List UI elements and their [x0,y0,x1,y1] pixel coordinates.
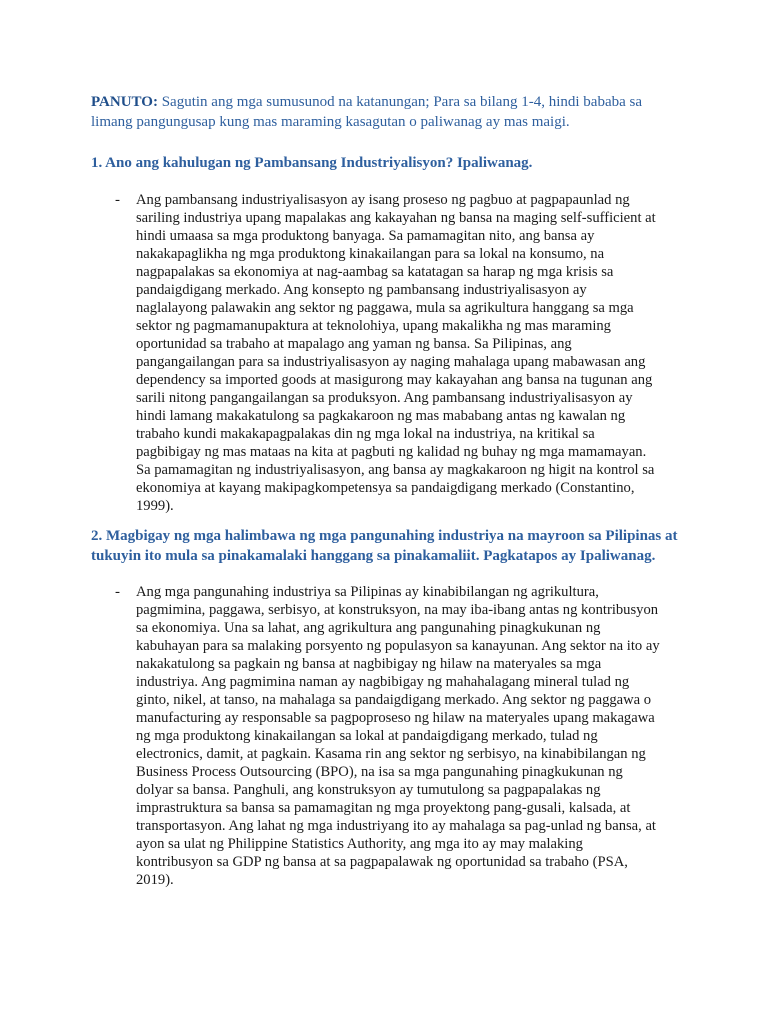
question-2-answer-text: Ang mga pangunahing industriya sa Pilipinas ay kinabibilangan ng agrikultura, pagmimina, paggawa, serbisyo, at konstruksyon, na may iba-ibang antas ng kontribusyon sa ekonomiya. Una sa lahat, ang agrikultura ang pangunahing pinagkukunan ng kabuhayan para sa malaking porsyento ng populasyon sa kanayunan. Ang sektor na ito ay nakakatulong sa pagkain ng bansa at nagbibigay ng hilaw na materyales sa mga industriya. Ang pagmimina naman ay nagbibigay ng mahahalagang mineral tulad ng ginto, nikel, at tanso, na mahalaga sa pandaigdigang merkado. Ang sektor ng paggawa o manufacturing ay responsable sa pagpoproseso ng hilaw na materyales upang makagawa ng mga produktong kinakailangan sa lokal at pandaigdigang merkado, tulad ng electronics, damit, at pagkain. Kasama rin ang sektor ng serbisyo, na kinabibilangan ng Business Process Outsourcing (BPO), na isa sa mga pangunahing pinagkukunan ng dolyar sa bansa. Panghuli, ang konstruksyon ay tumutulong sa pagpapalakas ng imprastruktura sa bansa sa pamamagitan ng mga proyektong pang-gusali, kalsada, at transportasyon. Ang lahat ng mga industriyang ito ay mahalaga sa pag-unlad ng bansa, at ayon sa ulat ng Philippine Statistics Authority, ang mga ito ay may malaking kontribusyon sa GDP ng bansa at sa pagpapalawak ng oportunidad sa trabaho (PSA, 2019). [136,584,660,888]
question-1-heading: 1. Ano ang kahulugan ng Pambansang Industriyalisyon? Ipaliwanag. [91,155,533,171]
question-2-heading: 2. Magbigay ng mga halimbawa ng mga pangunahing industriya na mayroon sa Pilipinas at tukuyin ito mula sa pinakamalaki hanggang sa pinakamaliit. Pagkatapos ay Ipaliwanag. [91,528,678,564]
instruction-text: Sagutin ang mga sumusunod na katanungan; Para sa bilang 1-4, hindi bababa sa limang pangungusap kung mas maraming kasagutan o paliwanag ay mas maigi. [91,94,643,130]
list-bullet: - [115,192,120,208]
question-1-answer-text: Ang pambansang industriyalisasyon ay isang proseso ng pagbuo at pagpapaunlad ng sariling industriya upang mapalakas ang kakayahan ng bansa na maging self-sufficient at hindi umaasa sa mga produktong banyaga. Sa pamamagitan nito, ang bansa ay nakakapaglikha ng mga produktong kinakailangan para sa lokal na konsumo, na nagpapalakas sa ekonomiya at nag-aambag sa katatagan sa harap ng mga krisis sa pandaigdigang merkado. Ang konsepto ng pambansang industriyalisasyon ay naglalayong palawakin ang sektor ng paggawa, mula sa agrikultura hanggang sa mga sektor ng pagmamanupaktura at teknolohiya, upang makalikha ng mas maraming oportunidad sa trabaho at mapalago ang yaman ng bansa. Sa Pilipinas, ang pangangailangan para sa industriyalisasyon ay naging mahalaga upang mabawasan ang dependency sa imported goods at masigurong may kakayahan ang bansa na tugunan ang sarili nitong pangangailangan sa produksyon. Ang pambansang industriyalisasyon ay hindi lamang makakatulong sa pagkakaroon ng mas mababang antas ng kawalan ng trabaho kundi makakapagpalakas din ng mga lokal na industriya, na kritikal sa pagbibigay ng mas mataas na kita at pagbuti ng kalidad ng buhay ng mga mamamayan. Sa pamamagitan ng industriyalisasyon, ang bansa ay magkakaroon ng higit na kontrol sa ekonomiya at kayang makipagkompetensya sa pandaigdigang merkado (Constantino, 1999). [136,192,656,514]
question-2-answer [115,583,685,889]
question-1-answer [115,191,685,515]
instruction-paragraph [91,92,681,132]
instruction-label: PANUTO: [91,94,158,110]
list-bullet: - [115,584,120,600]
